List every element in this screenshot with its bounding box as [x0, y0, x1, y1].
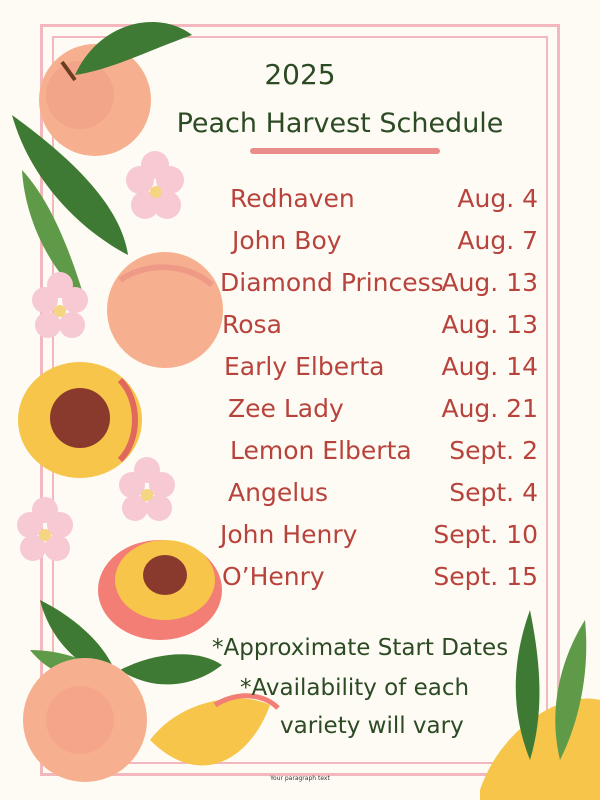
harvest-date: Aug. 14	[441, 352, 538, 381]
note-variety: variety will vary	[280, 713, 464, 739]
list-item	[0, 436, 600, 476]
harvest-date: Aug. 4	[457, 184, 538, 213]
variety-name: John Boy	[232, 226, 342, 255]
list-item	[0, 310, 600, 350]
list-item	[0, 268, 600, 308]
variety-name: Angelus	[228, 478, 329, 507]
variety-name: Rosa	[222, 310, 282, 339]
variety-name: Diamond Princess	[220, 268, 444, 297]
list-item	[0, 226, 600, 266]
variety-name: John Henry	[220, 520, 358, 549]
list-item	[0, 562, 600, 602]
year-heading: 2025	[264, 58, 336, 91]
harvest-date: Sept. 2	[449, 436, 538, 465]
harvest-date: Sept. 15	[433, 562, 538, 591]
harvest-date: Aug. 7	[457, 226, 538, 255]
harvest-date: Aug. 21	[441, 394, 538, 423]
footer-text: Your paragraph text	[270, 775, 330, 782]
list-item	[0, 394, 600, 434]
variety-name: Redhaven	[230, 184, 355, 213]
harvest-date: Sept. 10	[433, 520, 538, 549]
list-item	[0, 478, 600, 518]
harvest-date: Aug. 13	[441, 310, 538, 339]
note-start-dates: *Approximate Start Dates	[212, 635, 509, 661]
harvest-date: Sept. 4	[449, 478, 538, 507]
list-item	[0, 352, 600, 392]
variety-name: Early Elberta	[224, 352, 385, 381]
note-availability: *Availability of each	[240, 675, 470, 701]
variety-name: O’Henry	[222, 562, 325, 591]
variety-name: Lemon Elberta	[230, 436, 412, 465]
list-item	[0, 184, 600, 224]
variety-name: Zee Lady	[228, 394, 344, 423]
schedule-title: Peach Harvest Schedule	[176, 108, 504, 139]
list-item	[0, 520, 600, 560]
harvest-date: Aug. 13	[441, 268, 538, 297]
